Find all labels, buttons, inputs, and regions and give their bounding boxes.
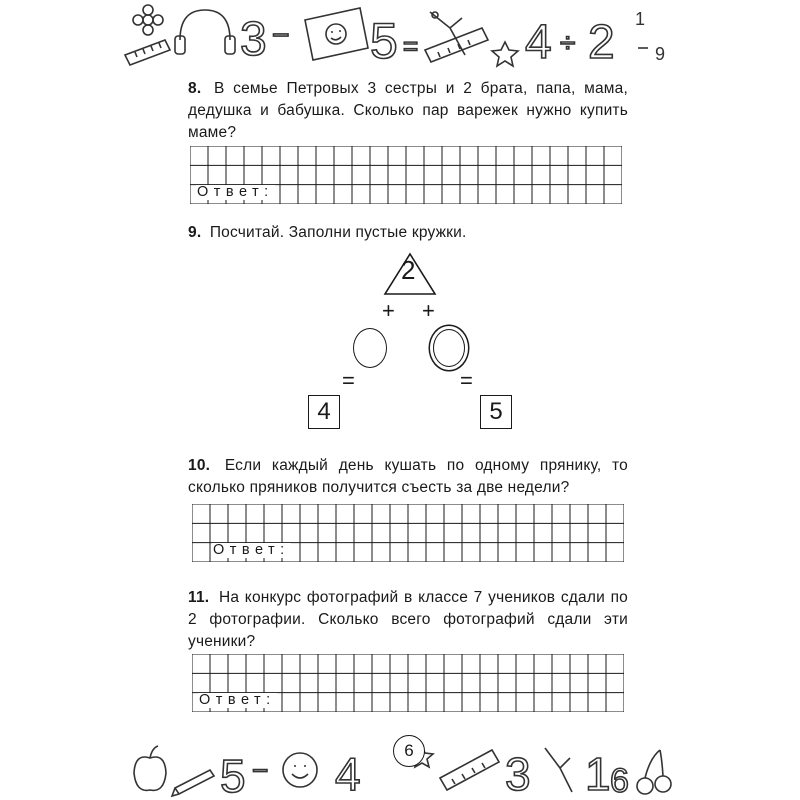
decor-digit-5: 5 (370, 13, 398, 69)
task-9-number: 9. (188, 224, 206, 241)
decor-digit-5: 5 (220, 750, 246, 800)
decor-digit-3: 3 (240, 13, 267, 66)
task-10-number: 10. (188, 457, 221, 474)
decor-digit-1: 1 (585, 748, 611, 800)
banknote-icon (305, 8, 368, 60)
decor-digit-3: 3 (505, 748, 531, 800)
equals-left: = (342, 368, 355, 393)
task-8-answer-label: Ответ: (197, 184, 274, 200)
task-9-diagram (300, 250, 520, 440)
ruler-icon (440, 750, 499, 790)
task-10 (188, 455, 628, 499)
decor-digit-9: 9 (655, 44, 666, 64)
task-9 (188, 222, 628, 244)
task-8-text (188, 78, 628, 144)
task-9-question: Посчитай. Заполни пустые кружки. (209, 224, 467, 241)
apple-icon (134, 746, 166, 790)
plus-right: + (422, 298, 435, 323)
task-10-answer-label: Ответ: (213, 542, 290, 558)
task-8-number: 8. (188, 80, 210, 97)
equals-right: = (460, 368, 473, 393)
header-doodle-band (120, 0, 680, 70)
task-11-number: 11. (188, 589, 215, 606)
task-10-text (188, 455, 628, 499)
empty-circle-left[interactable] (353, 328, 387, 368)
decor-digit-4: 4 (525, 16, 552, 69)
task-9-text (188, 222, 628, 244)
decor-digit-6: 6 (610, 762, 629, 800)
box-right: 5 (480, 395, 512, 429)
task-10-question: Если каждый день кушать по одному прянику, то сколько пряников получится съесть за две недели? (188, 457, 629, 496)
decor-digit-4: 4 (335, 748, 361, 800)
task-11-question: На конкурс фотографий в классе 7 учеников сдали по 2 фотографии. Сколько всего фотографий сдали эти ученики? (188, 589, 628, 650)
task-11 (188, 587, 628, 653)
ruler-icon (425, 28, 488, 62)
star-icon (492, 42, 518, 66)
empty-circle-right[interactable] (433, 329, 465, 367)
pencil-icon (172, 770, 214, 796)
page-number: 6 (393, 735, 425, 767)
ruler-icon (125, 40, 170, 65)
task-8 (188, 78, 628, 144)
box-left: 4 (308, 395, 340, 429)
triangle-value: 2 (401, 255, 416, 285)
decor-division: ÷ (560, 27, 576, 58)
task-8-question: В семье Петровых 3 сестры и 2 брата, папа, мама, дедушка и бабушка. Сколько пар варежек нужно купить маме? (188, 80, 628, 141)
task-11-answer-label: Ответ: (199, 692, 276, 708)
compass-icon (545, 748, 572, 792)
decor-equals: = (403, 31, 419, 61)
decor-digit-1: 1 (635, 9, 646, 29)
headphones-icon (175, 10, 235, 54)
decor-minus: − (252, 755, 269, 786)
flower-icon (133, 5, 163, 35)
decor-digit-2: 2 (588, 16, 615, 69)
cherries-icon (637, 750, 671, 794)
task-8-answer-grid[interactable] (190, 146, 622, 204)
decor-minus: − (272, 19, 290, 52)
task-11-answer-grid[interactable] (192, 654, 624, 712)
task-11-text (188, 587, 628, 653)
task-10-answer-grid[interactable] (192, 504, 624, 562)
plus-left: + (382, 298, 395, 323)
smiley-icon (283, 753, 317, 787)
